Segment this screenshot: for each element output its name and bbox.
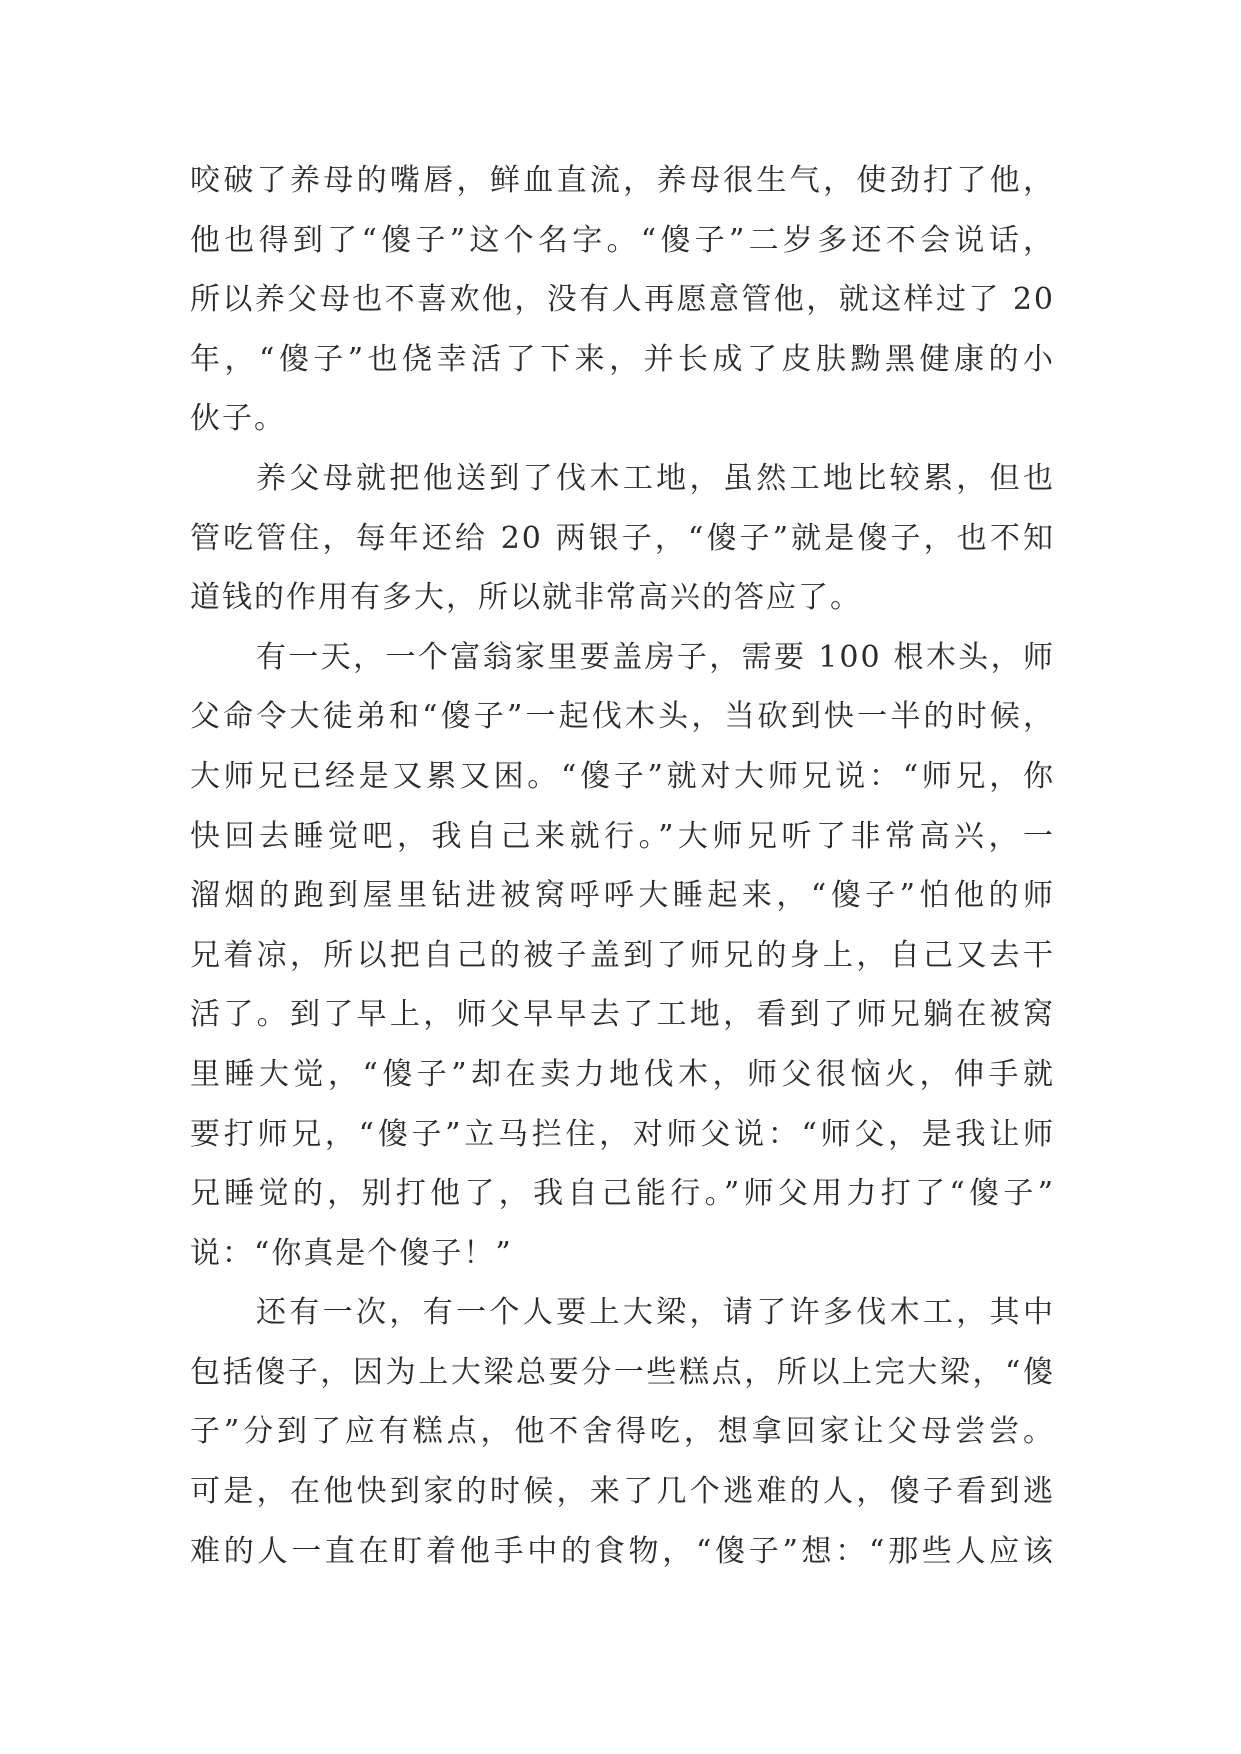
text-line: 伙子。	[190, 401, 286, 437]
text-line: 子”分到了应有糕点，他不舍得吃，想拿回家让父母尝尝。	[190, 1414, 1055, 1450]
text-line: 他也得到了“傻子”这个名字。“傻子”二岁多还不会说话，	[190, 222, 1055, 258]
text-line: 活了。到了早上，师父早早去了工地，看到了师兄躺在被窝	[190, 997, 1055, 1033]
text-line: 父命令大徒弟和“傻子”一起伐木头，当砍到快一半的时候，	[190, 699, 1055, 735]
text-line: 还有一次，有一个人要上大梁，请了许多伐木工，其中	[256, 1295, 1055, 1331]
document-body	[190, 151, 1055, 1581]
text-line: 大师兄已经是又累又困。“傻子”就对大师兄说：“师兄，你	[190, 758, 1055, 794]
text-line: 咬破了养母的嘴唇，鲜血直流，养母很生气，使劲打了他，	[190, 163, 1055, 198]
text-line: 所以养父母也不喜欢他，没有人再愿意管他，就这样过了 20	[190, 282, 1055, 318]
text-line: 有一天，一个富翁家里要盖房子，需要 100 根木头，师	[256, 639, 1055, 675]
text-line: 兄睡觉的，别打他了，我自己能行。”师父用力打了“傻子”	[190, 1176, 1055, 1212]
text-line: 养父母就把他送到了伐木工地，虽然工地比较累，但也	[256, 460, 1055, 496]
text-line: 道钱的作用有多大，所以就非常高兴的答应了。	[190, 580, 862, 616]
text-line: 里睡大觉，“傻子”却在卖力地伐木，师父很恼火，伸手就	[190, 1056, 1055, 1092]
text-line: 年，“傻子”也侥幸活了下来，并长成了皮肤黝黑健康的小	[190, 341, 1055, 377]
text-line: 可是，在他快到家的时候，来了几个逃难的人，傻子看到逃	[190, 1474, 1055, 1510]
text-line: 说：“你真是个傻子！”	[190, 1235, 513, 1271]
text-line: 要打师兄，“傻子”立马拦住，对师父说：“师父，是我让师	[190, 1116, 1055, 1152]
text-line: 包括傻子，因为上大梁总要分一些糕点，所以上完大梁，“傻	[190, 1354, 1055, 1390]
text-line: 管吃管住，每年还给 20 两银子，“傻子”就是傻子，也不知	[190, 520, 1055, 556]
text-line: 溜烟的跑到屋里钻进被窝呼呼大睡起来，“傻子”怕他的师	[190, 878, 1055, 914]
text-line: 难的人一直在盯着他手中的食物，“傻子”想：“那些人应该	[190, 1533, 1055, 1569]
text-line: 兄着凉，所以把自己的被子盖到了师兄的身上，自己又去干	[190, 937, 1055, 973]
text-line: 快回去睡觉吧，我自己来就行。”大师兄听了非常高兴，一	[190, 818, 1055, 854]
